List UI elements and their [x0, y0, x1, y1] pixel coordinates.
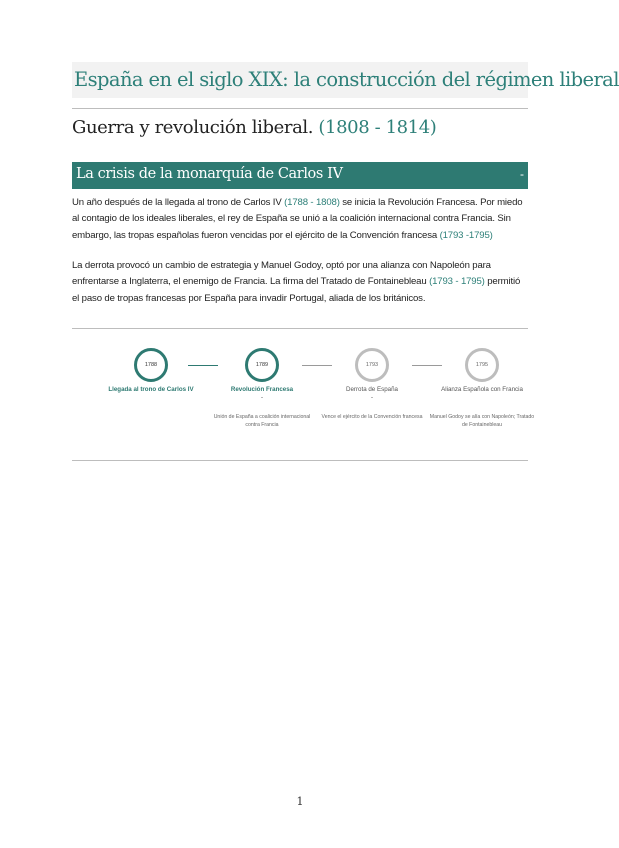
timeline-label: Derrota de España — [346, 386, 398, 393]
timeline-node-1795[interactable] — [465, 348, 499, 382]
paragraph-1-text-b: se inicia la Revolución Francesa. Por miedo al contagio de los ideales liberales, el rey de España se unió a la coalición internacional contra Francia. Sin embargo, las tropas españolas fueron vencidas por el ejército de la Convención francesa — [72, 197, 523, 241]
subsection-heading-bar[interactable] — [72, 162, 528, 189]
timeline-description: Vence el ejército de la Convención francesa — [321, 414, 423, 420]
timeline-dash: - — [371, 395, 373, 401]
timeline-connector — [412, 365, 442, 366]
collapse-icon[interactable]: - — [520, 167, 524, 181]
timeline-description: Unión de España a coalición internacional contra Francia — [213, 414, 311, 428]
paragraph-2-text-b: permitió el paso de tropas francesas por España para invadir Portugal, aliada de los británicos. — [72, 276, 521, 304]
paragraph-1-text-a: Un año después de la llegada al trono de Carlos IV — [72, 197, 285, 208]
paragraph-1-dates-b: (1793 -1795) — [439, 229, 493, 241]
paragraph-2-text-a: La derrota provocó un cambio de estrategia y Manuel Godoy, optó por una alianza con Napoleón para enfrentarse a Inglaterra, el enemigo de Francia. La firma del Tratado de Fontainebleau — [72, 260, 491, 288]
paragraph-1 — [72, 195, 528, 244]
timeline-bottom-divider — [72, 460, 528, 461]
timeline-description: Manuel Godoy se alía con Napoleón; Tratado de Fontainebleau — [429, 414, 535, 428]
section-heading-text: Guerra y revolución liberal. — [72, 117, 314, 138]
subsection-heading-text: La crisis de la monarquía de Carlos IV — [76, 166, 343, 182]
timeline-node-1793[interactable] — [355, 348, 389, 382]
page-number: 1 — [296, 795, 304, 808]
timeline-year: 1793 — [365, 362, 379, 368]
paragraph-2-dates: (1793 - 1795) — [429, 276, 485, 288]
timeline-year: 1795 — [475, 362, 489, 368]
section-heading-dates: (1808 - 1814) — [318, 117, 437, 138]
timeline-year: 1788 — [144, 362, 158, 368]
timeline-top-divider — [72, 328, 528, 329]
timeline-label: Revolución Francesa — [230, 386, 294, 393]
timeline-year: 1789 — [255, 362, 269, 368]
page-title-text: España en el siglo XIX: la construcción del régimen liberal — [74, 68, 619, 91]
paragraph-1-dates-a: (1788 - 1808) — [284, 197, 340, 208]
title-divider — [72, 108, 528, 109]
timeline-label: Alianza Española con Francia — [441, 386, 523, 393]
timeline-dash: - — [261, 395, 263, 401]
timeline-label: Llegada al trono de Carlos IV — [108, 386, 194, 393]
timeline-connector — [302, 365, 332, 366]
paragraph-2 — [72, 258, 528, 307]
page-title — [72, 62, 619, 98]
timeline-node-1789[interactable] — [245, 348, 279, 382]
timeline-node-1788[interactable] — [134, 348, 168, 382]
section-heading — [72, 117, 436, 138]
timeline-connector — [188, 365, 218, 366]
